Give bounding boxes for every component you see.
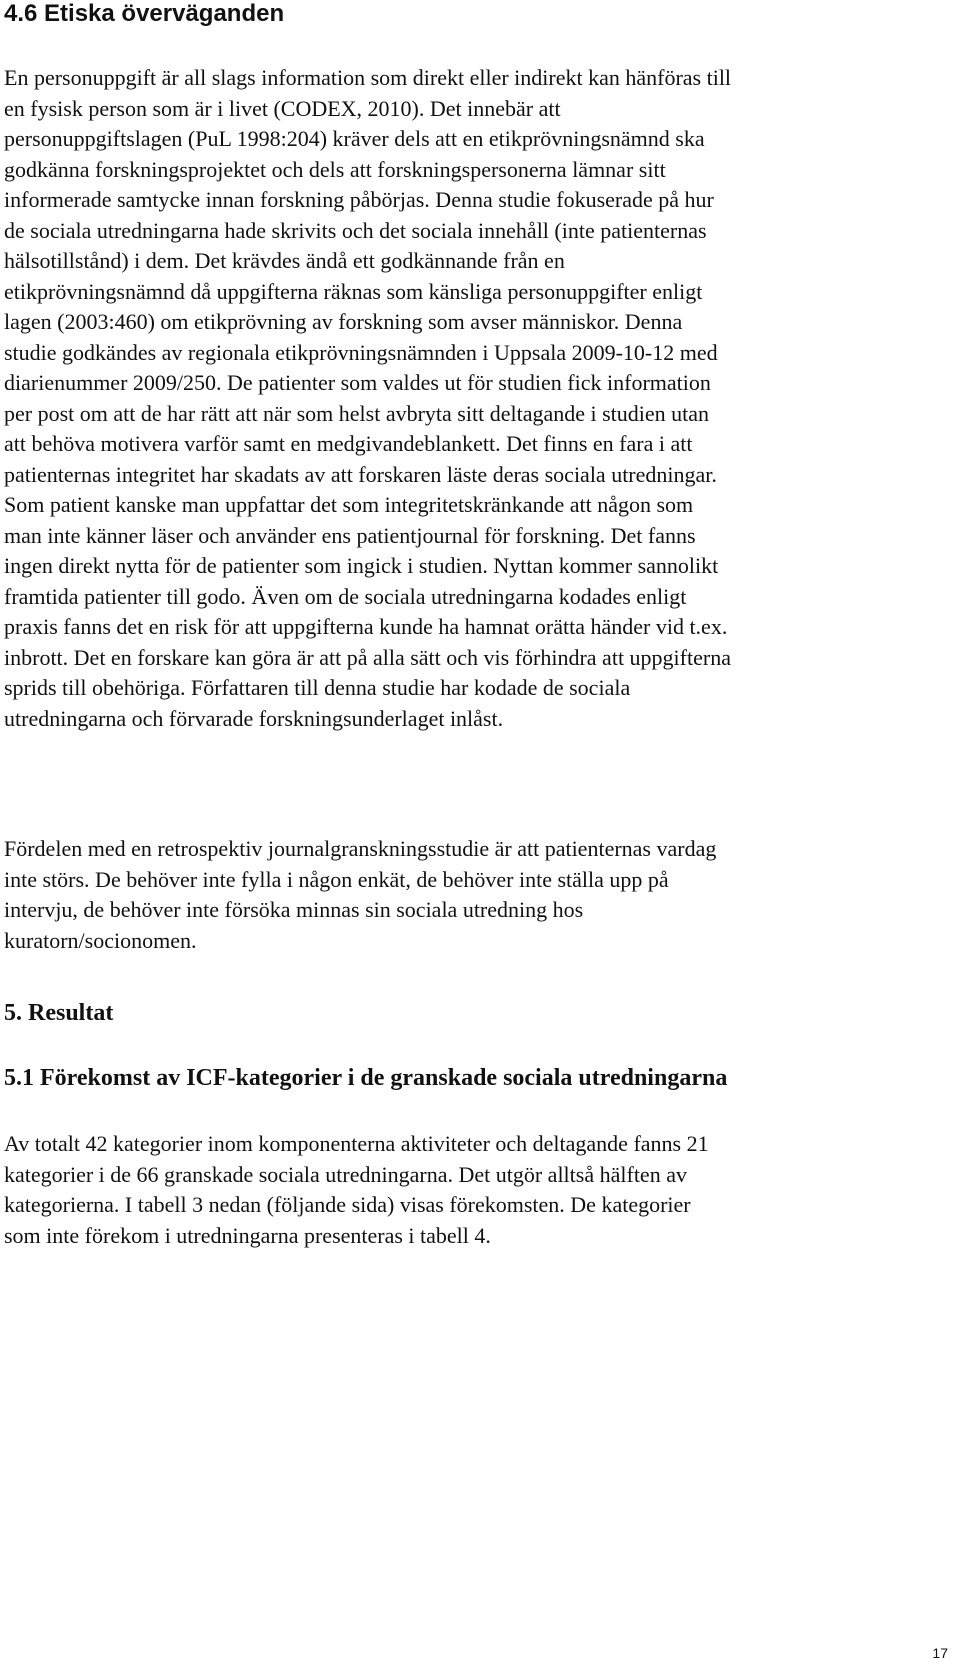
text-line: lagen (2003:460) om etikprövning av forskning som avser människor. Denna [4,309,683,334]
text-line: hälsotillstånd) i dem. Det krävdes ändå ett godkännande från en [4,248,565,273]
text-line: En personuppgift är all slags information som direkt eller indirekt kan hänföras till [4,65,732,90]
text-line: per post om att de har rätt att när som helst avbryta sitt deltagande i studien utan [4,400,710,426]
text-line: att behöva motivera varför samt en medgivandeblankett. Det finns en fara i att [4,431,693,456]
text-line: studie godkändes av regionala etikprövningsnämnden i Uppsala 2009-10-12 med [4,339,718,365]
text-line: Av totalt 42 kategorier inom komponenterna aktiviteter och deltagande fanns 21 [4,1131,709,1156]
text-line: godkänna forskningsprojektet och dels att forskningspersonerna lämnar sitt [4,156,666,182]
text-line: man inte känner läser och använder ens patientjournal för forskning. Det fanns [4,522,696,548]
text-line: Fördelen med en retrospektiv journalgranskningsstudie är att patienternas vardag [4,836,717,861]
text-line: som inte förekom i utredningarna presenteras i tabell 4. [4,1222,491,1248]
text-line: kategorierna. I tabell 3 nedan (följande sida) visas förekomsten. De kategorier [4,1192,691,1217]
text-line: sprids till obehöriga. Författaren till denna studie har kodade de sociala [4,675,631,700]
ethics-paragraph [4,63,952,734]
text-line: praxis fanns det en risk för att uppgifterna kunde ha hamnat orätta händer vid t.ex. [4,614,728,639]
text-line: kuratorn/socionomen. [4,927,197,953]
text-line: diarienummer 2009/250. De patienter som valdes ut för studien fick information [4,370,711,395]
results-heading: 5. Resultat [4,1000,114,1026]
text-line: en fysisk person som är i livet (CODEX, 2010). Det innebär att [4,95,561,121]
text-line: patienternas integritet har skadats av att forskaren läste deras sociala utredningar. [4,461,717,487]
text-line: de sociala utredningarna hade skrivits och det sociala innehåll (inte patienternas [4,217,707,243]
text-line: kategorier i de 66 granskade sociala utredningarna. Det utgör alltså hälften av [4,1161,687,1187]
retrospective-paragraph [4,834,952,956]
results-subheading: 5.1 Förekomst av ICF-kategorier i de granskade sociala utredningarna [4,1065,728,1091]
page-number: 17 [932,1645,948,1661]
text-line: inbrott. Det en forskare kan göra är att på alla sätt och vis förhindra att uppgifterna [4,644,731,670]
text-line: utredningarna och förvarade forskningsunderlaget inlåst. [4,705,504,731]
text-line: informerade samtycke innan forskning påbörjas. Denna studie fokuserade på hur [4,187,714,212]
text-line: intervju, de behöver inte försöka minnas sin sociala utredning hos [4,897,584,922]
text-line: etikprövningsnämnd då uppgifterna räknas som känsliga personuppgifter enligt [4,278,703,304]
section-heading: 4.6 Etiska överväganden [4,0,285,27]
text-line: ingen direkt nytta för de patienter som ingick i studien. Nyttan kommer sannolikt [4,553,719,578]
text-line: inte störs. De behöver inte fylla i någon enkät, de behöver inte ställa upp på [4,866,669,892]
results-paragraph [4,1129,952,1251]
text-line: personuppgiftslagen (PuL 1998:204) kräver dels att en etikprövningsnämnd ska [4,126,705,151]
text-line: framtida patienter till godo. Även om de sociala utredningarna kodades enligt [4,583,687,609]
text-line: Som patient kanske man uppfattar det som integritetskränkande att någon som [4,492,694,517]
